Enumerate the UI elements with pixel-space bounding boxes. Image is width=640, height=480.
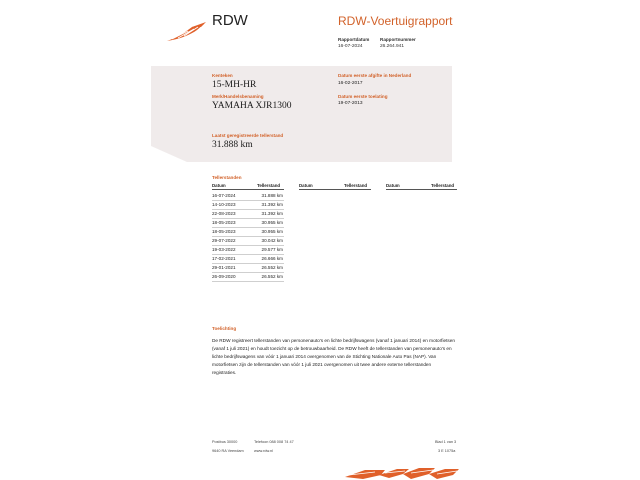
plate-value: 15-MH-HR	[212, 80, 257, 90]
first-admission-nl-value: 16-02-2017	[338, 81, 363, 86]
brand-name: RDW	[212, 12, 248, 29]
row-km: 30.955 km	[261, 220, 283, 225]
report-number: 26.264.941	[380, 44, 405, 49]
col-header-km-3: Tellerstand	[431, 183, 455, 188]
row-date: 18-05-2023	[212, 229, 236, 234]
col-header-km-1: Tellerstand	[257, 183, 281, 188]
first-admission-value: 19-07-2013	[338, 101, 363, 106]
first-admission-label: Datum eerste toelating	[338, 94, 388, 99]
first-admission-nl-label: Datum eerste afgifte in Nederland	[338, 73, 412, 78]
row-date: 16-07-2024	[212, 193, 236, 198]
vehicle-info-panel	[151, 66, 452, 162]
row-date: 14-10-2023	[212, 202, 236, 207]
col-header-date-1: Datum	[212, 183, 226, 188]
row-km: 26.666 km	[261, 256, 283, 261]
report-date-label: Rapportdatum	[338, 37, 370, 42]
row-date: 26-09-2020	[212, 274, 236, 279]
rdw-logo-icon	[166, 21, 208, 43]
explanation-title: Toelichting	[212, 326, 237, 331]
row-date: 29-07-2022	[212, 238, 236, 243]
row-date: 17-02-2021	[212, 256, 236, 261]
row-date: 22-08-2023	[212, 211, 236, 216]
col-header-date-3: Datum	[386, 183, 400, 188]
odometer-section-title: Tellerstanden	[212, 175, 242, 180]
make-value: YAMAHA XJR1300	[212, 101, 292, 111]
footer-web[interactable]: www.rdw.nl	[254, 449, 273, 453]
footer-city: 9640 RA Veendam	[212, 449, 244, 453]
explanation-text: De RDW registreert tellerstanden van personenauto's en lichte bedrijfswagens (vanaf 1 januari 2014) en motorfietsen (vanaf 1 juli 2021) en houdt toezicht op de betrouwbaarheid. De RDW heeft de tellerstanden van personenauto's en lichte bedrijfswagens van vóór 1 januari 2014 overgenomen van de Stichting Nationale Auto Pas (NAP). Van motorfietsen zijn de tellerstanden van vóór 1 juli 2021 overgenomen uit twee andere externe tellerstanden registraties.	[212, 338, 455, 375]
col-header-date-2: Datum	[299, 183, 313, 188]
header-rule-1	[212, 189, 284, 190]
row-date: 18-05-2023	[212, 220, 236, 225]
row-km: 29.577 km	[261, 247, 283, 252]
footer-stripes-graphic	[345, 466, 463, 480]
panel-notch	[151, 146, 187, 162]
make-label: Merk/Handelsbenaming	[212, 94, 264, 99]
row-km: 30.955 km	[261, 229, 283, 234]
col-header-km-2: Tellerstand	[344, 183, 368, 188]
report-date: 16-07-2024	[338, 44, 363, 49]
row-date: 19-03-2022	[212, 247, 236, 252]
header-rule-3	[386, 189, 457, 190]
last-odometer-value: 31.888 km	[212, 140, 253, 150]
footer-postbus: Postbus 30000	[212, 440, 238, 444]
header-rule-2	[299, 189, 371, 190]
row-km: 26.552 km	[261, 274, 283, 279]
report-title: RDW-Voertuigrapport	[338, 14, 453, 28]
row-date: 29-01-2021	[212, 265, 236, 270]
report-number-label: Rapportnummer	[380, 37, 416, 42]
row-km: 31.888 km	[261, 193, 283, 198]
footer-phone: Telefoon 088 008 74 47	[254, 440, 294, 444]
row-km: 26.552 km	[261, 265, 283, 270]
plate-label: Kenteken	[212, 73, 233, 78]
footer-code: 3 E 1075a	[438, 449, 456, 453]
footer-page: Blad 1 van 3	[435, 440, 457, 444]
row-km: 31.392 km	[261, 202, 283, 207]
last-odometer-label: Laatst geregistreerde tellerstand	[212, 133, 284, 138]
row-km: 31.392 km	[261, 211, 283, 216]
row-km: 30.042 km	[261, 238, 283, 243]
